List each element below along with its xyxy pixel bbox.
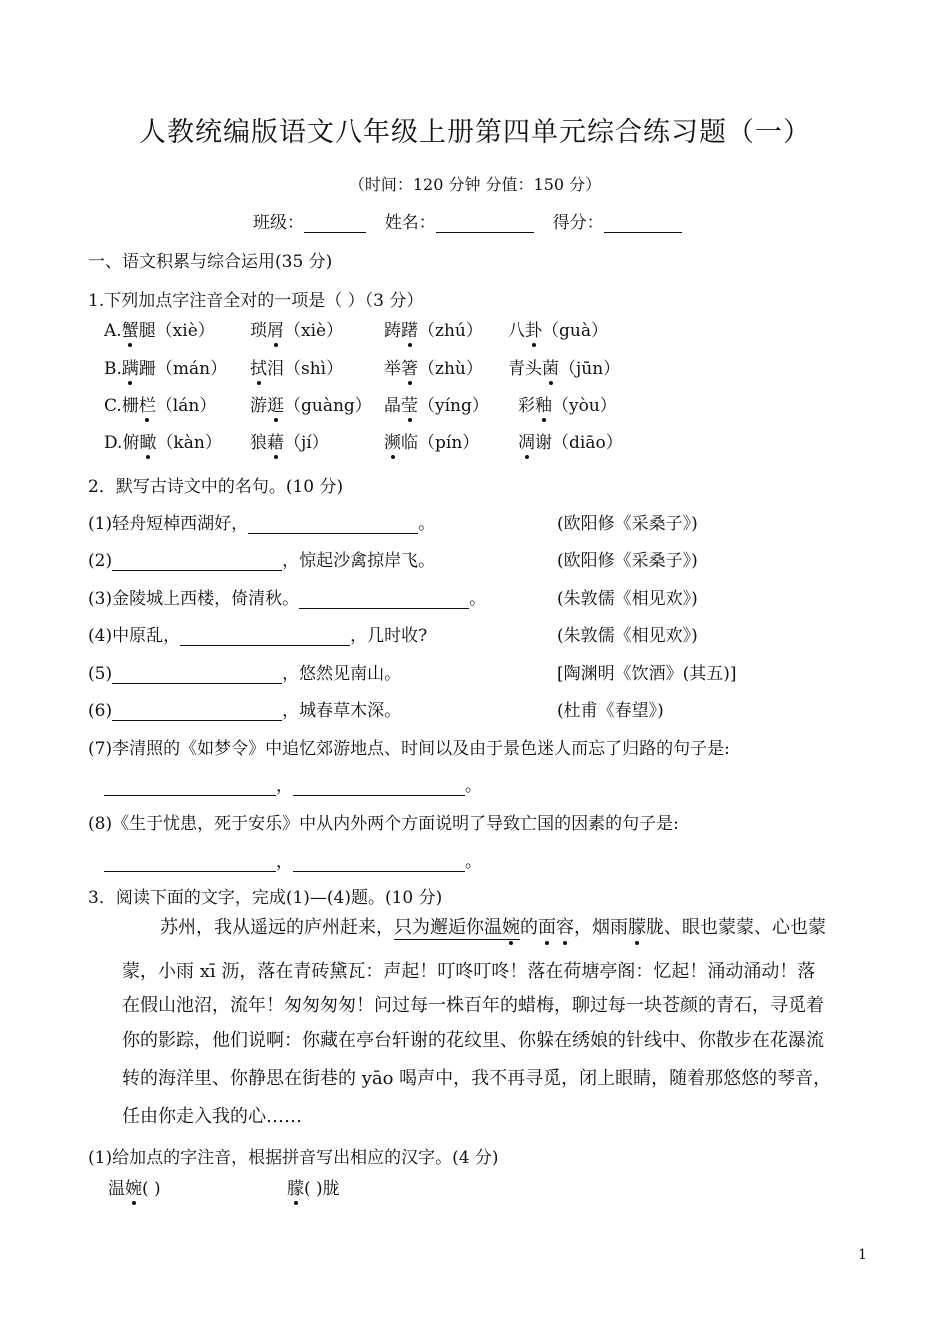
passage-line-3: 在假山池沼，流年！匆匆匆匆！问过每一株百年的蜡梅，聊过每一块苍颜的青石，寻觅着 — [122, 995, 824, 1016]
class-label: 班级： — [253, 213, 304, 233]
section-heading: 一、语文积累与综合运用(35 分) — [88, 252, 333, 272]
question-3-1-stem: (1)给加点的字注音，根据拼音写出相应的汉字。(4 分) — [88, 1148, 499, 1168]
answer-blank[interactable] — [104, 779, 276, 796]
answer-blank[interactable] — [112, 667, 282, 684]
passage-line-4: 你的影踪，他们说啊：你藏在亭台轩谢的花纹里、你躲在绣娘的针线中、你散步在花瀑流 — [122, 1030, 824, 1051]
passage-line-5: 转的海洋里、你静思在街巷的 yāo 喝声中，我不再寻觅，闭上眼睛，随着那悠悠的琴音， — [122, 1068, 832, 1089]
question-2-7-answer: ， 。 — [104, 771, 482, 796]
answer-wenwan[interactable]: 温婉( ) — [108, 1174, 161, 1199]
question-2-stem: 2．默写古诗文中的名句。(10 分) — [88, 477, 344, 497]
name-blank[interactable] — [436, 214, 534, 233]
option-d-3: 濒临（pín） — [384, 428, 479, 453]
option-a-3: 踌躇（zhú） — [384, 316, 483, 341]
answer-blank[interactable] — [293, 855, 465, 872]
answer-blank[interactable] — [180, 629, 350, 646]
passage-line-2: 蒙，小雨 xī 沥，落在青砖黛瓦：声起！叮咚叮咚！落在荷塘亭阁：忆起！涌动涌动！落 — [122, 961, 816, 982]
poem-source-6: (杜甫《春望》) — [557, 701, 664, 721]
passage-line-6: 任由你走入我的心…… — [122, 1106, 302, 1127]
answer-blank[interactable] — [112, 704, 282, 721]
poem-source-2: (欧阳修《采桑子》) — [557, 551, 698, 571]
poem-line-4: (4)中原乱， ，几时收? — [88, 626, 428, 646]
option-c[interactable]: C.栅栏（lán） — [104, 391, 216, 416]
option-a-2: 琐屑（xiè） — [250, 316, 343, 341]
poem-source-3: (朱敦儒《相见欢》) — [557, 589, 698, 609]
name-label: 姓名： — [384, 213, 436, 233]
option-c-4: 彩釉（yòu） — [518, 391, 617, 416]
poem-source-5: [陶渊明《饮酒》(其五)] — [557, 664, 737, 684]
question-2-8-answer: ， 。 — [104, 847, 482, 872]
question-3-stem: 3．阅读下面的文字，完成(1)—(4)题。(10 分) — [88, 888, 443, 908]
option-b-3: 举箸（zhù） — [384, 354, 483, 379]
option-d-2: 狼藉（jí） — [250, 428, 329, 453]
poem-line-1: (1)轻舟短棹西湖好， 。 — [88, 514, 436, 534]
poem-source-4: (朱敦儒《相见欢》) — [557, 626, 698, 646]
score-blank[interactable] — [604, 214, 682, 233]
passage-line-1: 苏州，我从遥远的庐州赶来，只为邂逅你温婉的面容，烟雨朦胧、眼也蒙蒙、心也蒙 — [160, 913, 900, 939]
poem-line-6: (6) ，城春草木深。 — [88, 701, 402, 721]
poem-line-5: (5) ，悠然见南山。 — [88, 664, 402, 684]
student-info-row — [253, 208, 682, 233]
option-b-2: 拭泪（shì） — [250, 354, 343, 379]
answer-blank[interactable] — [293, 779, 465, 796]
question-1-stem: 1.下列加点字注音全对的一项是（ ）（3 分） — [88, 291, 424, 311]
score-label: 得分： — [552, 213, 604, 233]
option-a[interactable]: A.蟹腿（xiè） — [104, 316, 215, 341]
answer-blank[interactable] — [104, 855, 276, 872]
class-blank[interactable] — [304, 214, 366, 233]
option-b[interactable]: B.蹒跚（mán） — [104, 354, 227, 379]
poem-line-2: (2) ，惊起沙禽掠岸飞。 — [88, 551, 436, 571]
poem-source-1: (欧阳修《采桑子》) — [557, 514, 698, 534]
page-title: 人教统编版语文八年级上册第四单元综合练习题（一） — [139, 117, 811, 148]
answer-blank[interactable] — [112, 554, 282, 571]
answer-blank[interactable] — [248, 517, 418, 534]
poem-line-3: (3)金陵城上西楼，倚清秋。 。 — [88, 589, 487, 609]
option-d-4: 凋谢（diāo） — [518, 428, 623, 453]
option-c-2: 游逛（guàng） — [250, 391, 372, 416]
option-b-4: 青头菌（jūn） — [508, 354, 620, 379]
question-2-7-stem: (7)李清照的《如梦令》中追忆郊游地点、时间以及由于景色迷人而忘了归路的句子是: — [88, 739, 730, 759]
answer-blank[interactable] — [299, 592, 469, 609]
page-number: 1 — [858, 1247, 867, 1263]
option-a-4: 八卦（guà） — [508, 316, 608, 341]
option-c-3: 晶莹（yíng） — [384, 391, 489, 416]
answer-menglong[interactable]: 朦( )胧 — [287, 1174, 340, 1199]
option-d[interactable]: D.俯瞰（kàn） — [104, 428, 222, 453]
question-2-8-stem: (8)《生于忧患，死于安乐》中从内外两个方面说明了导致亡国的因素的句子是: — [88, 814, 679, 834]
exam-subtitle: （时间：120 分钟 分值：150 分） — [348, 175, 602, 194]
